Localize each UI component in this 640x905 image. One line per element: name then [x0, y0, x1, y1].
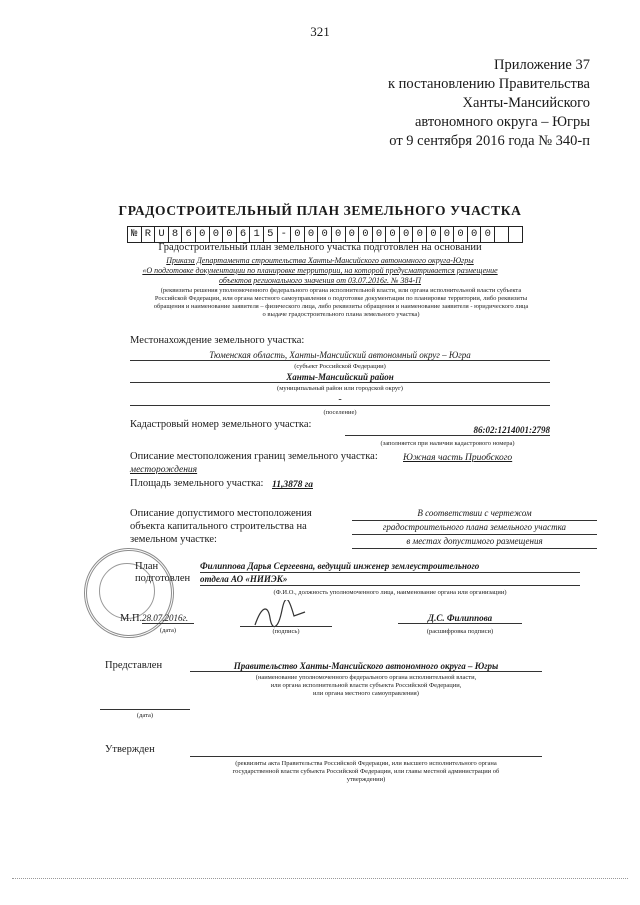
plan-number-cell: 0: [196, 227, 210, 242]
plan-number-cell: 0: [359, 227, 373, 242]
document-title: ГРАДОСТРОИТЕЛЬНЫЙ ПЛАН ЗЕМЕЛЬНОГО УЧАСТКА: [118, 203, 522, 218]
appendix-line: Приложение 37: [494, 57, 590, 73]
plan-number-cell: 0: [332, 227, 346, 242]
cadastral-label: Кадастровый номер земельного участка:: [130, 419, 312, 430]
plan-number-cell: №: [128, 227, 142, 242]
plan-number-cell: R: [142, 227, 156, 242]
decode-note: (расшифровка подписи): [426, 628, 494, 635]
basis-note: [126, 287, 556, 319]
allowed-value: [352, 507, 597, 549]
plan-number-cell: 8: [169, 227, 183, 242]
basis-line: объектов регионального значения от 03.07.2016г. № 384-П: [219, 276, 421, 285]
plan-number-cell: [495, 227, 509, 242]
value-line: градостроительного плана земельного участка: [352, 521, 597, 535]
plan-number-cell: 6: [237, 227, 251, 242]
boundaries-value: Южная часть Приобского: [403, 453, 513, 463]
label-line: земельном участке:: [130, 534, 217, 545]
person-line: Филиппова Дарья Сергеевна, ведущий инженер землеустроительного: [200, 560, 580, 573]
presented-label: Представлен: [105, 660, 163, 671]
plan-number-cell: 0: [373, 227, 387, 242]
prepared-label: [135, 561, 190, 585]
plan-number-cell: U: [155, 227, 169, 242]
plan-number-cell: [509, 227, 523, 242]
presented-note: [190, 674, 542, 698]
plan-number-cell: 0: [318, 227, 332, 242]
plan-number-cell: 0: [400, 227, 414, 242]
plan-number-cell: 0: [454, 227, 468, 242]
cadastral-note: (заполняется при наличии кадастрового номера): [380, 440, 515, 447]
note-line: утверждении): [346, 776, 386, 783]
bottom-divider: [12, 878, 628, 879]
plan-number-cell: 0: [386, 227, 400, 242]
location-settlement: -: [130, 394, 550, 406]
note-line: (реквизиты решения уполномоченного федерального органа исполнительной власти, или органа исполнительной власти субъекта: [160, 287, 522, 294]
plan-number-cell: 0: [346, 227, 360, 242]
cadastral-value: 86:02:1214001:2798: [345, 425, 550, 436]
plan-number-cell: 0: [291, 227, 305, 242]
note-line: государственной власти субъекта Российской Федерации, или главы местной администрации об: [232, 768, 500, 775]
district-note: (муниципальный район или городской округ): [277, 385, 403, 392]
value-line: В соответствии с чертежом: [352, 507, 597, 521]
location-district: Ханты-Мансийский район: [130, 372, 550, 383]
plan-number-cell: 5: [264, 227, 278, 242]
appendix-line: автономного округа – Югры: [414, 114, 590, 130]
label-line: подготовлен: [135, 573, 191, 584]
appendix-line: к постановлению Правительства: [388, 76, 590, 92]
plan-number-cell: 0: [468, 227, 482, 242]
appendix-header: [388, 56, 590, 151]
boundaries-value-cont: месторождения: [130, 465, 198, 475]
note-line: или органа местного самоуправления): [313, 690, 419, 697]
appendix-line: от 9 сентября 2016 года № 340-п: [389, 133, 590, 149]
presented-date-line: [100, 708, 190, 710]
plan-number-cell: 0: [223, 227, 237, 242]
presented-value: Правительство Ханты-Мансийского автономного округа – Югры: [190, 661, 542, 672]
value-line: в местах допустимого размещения: [352, 535, 597, 549]
note-line: обращения и наименование заявителя – физического лица, либо реквизиты обращения и наименование заявителя - юридического лица: [153, 303, 529, 310]
area-value: 11,3878 га: [272, 480, 313, 490]
plan-number-cell: 0: [413, 227, 427, 242]
note-line: Российской Федерации, или органа местного самоуправления о подготовке документации по планировке территории, либо реквизиты: [154, 295, 528, 302]
plan-number-cell: 1: [250, 227, 264, 242]
plan-number-cell: 0: [427, 227, 441, 242]
label-line: объекта капитального строительства на: [130, 521, 307, 532]
prepared-decode: Д.С. Филиппова: [398, 613, 522, 624]
date-note: (дата): [159, 627, 177, 634]
sign-note: (подпись): [272, 628, 300, 635]
note-line: или органа исполнительной власти субъекта Российской Федерации,: [270, 682, 462, 689]
prepared-date: 28.07.2016г.: [142, 613, 194, 624]
label-line: Описание допустимого местоположения: [130, 508, 312, 519]
person-note: (Ф.И.О., должность уполномоченного лица, наименование органа или организации): [273, 589, 507, 596]
note-line: (наименование уполномоченного федерального органа исполнительной власти,: [255, 674, 477, 681]
basis-line: Приказа Департамента строительства Ханты-Мансийского автономного округа-Югры: [166, 256, 474, 265]
presented-date-note: (дата): [136, 712, 154, 719]
person-line: отдела АО «НИИЭК»: [200, 573, 580, 586]
plan-number-cell: 0: [210, 227, 224, 242]
location-region: Тюменская область, Ханты-Мансийский автономный округ – Югра: [130, 350, 550, 361]
mp-label: М.П.: [120, 613, 143, 624]
plan-number-cell: 0: [481, 227, 495, 242]
settlement-note: (поселение): [323, 409, 357, 416]
boundaries-label: Описание местоположения границ земельного участка:: [130, 451, 378, 462]
prepared-person: [200, 560, 580, 586]
note-line: (реквизиты акта Правительства Российской Федерации, или высшего исполнительного органа: [235, 760, 497, 767]
basis-line: «О подготовке документации по планировке территории, на которой предусматривается размещение: [142, 266, 498, 275]
allowed-label: [130, 507, 312, 546]
approved-note: [190, 760, 542, 784]
signature-line: [240, 626, 332, 627]
area-label: Площадь земельного участка:: [130, 478, 264, 489]
label-line: План: [135, 561, 159, 572]
plan-number-cell: 0: [441, 227, 455, 242]
approved-label: Утвержден: [105, 744, 155, 755]
plan-number-cell: 0: [305, 227, 319, 242]
plan-number-grid: [127, 226, 523, 243]
basis-heading: Градостроительный план земельного участка подготовлен на основании: [158, 242, 482, 253]
approved-line: [190, 755, 542, 757]
plan-number-cell: -: [278, 227, 292, 242]
region-note: (субъект Российской Федерации): [294, 363, 386, 370]
plan-number-cell: 6: [182, 227, 196, 242]
page-number: 321: [310, 24, 330, 39]
location-label: Местонахождение земельного участка:: [130, 335, 305, 346]
appendix-line: Ханты-Мансийского: [462, 95, 590, 111]
note-line: о выдаче градостроительного плана земельного участка): [262, 311, 420, 318]
